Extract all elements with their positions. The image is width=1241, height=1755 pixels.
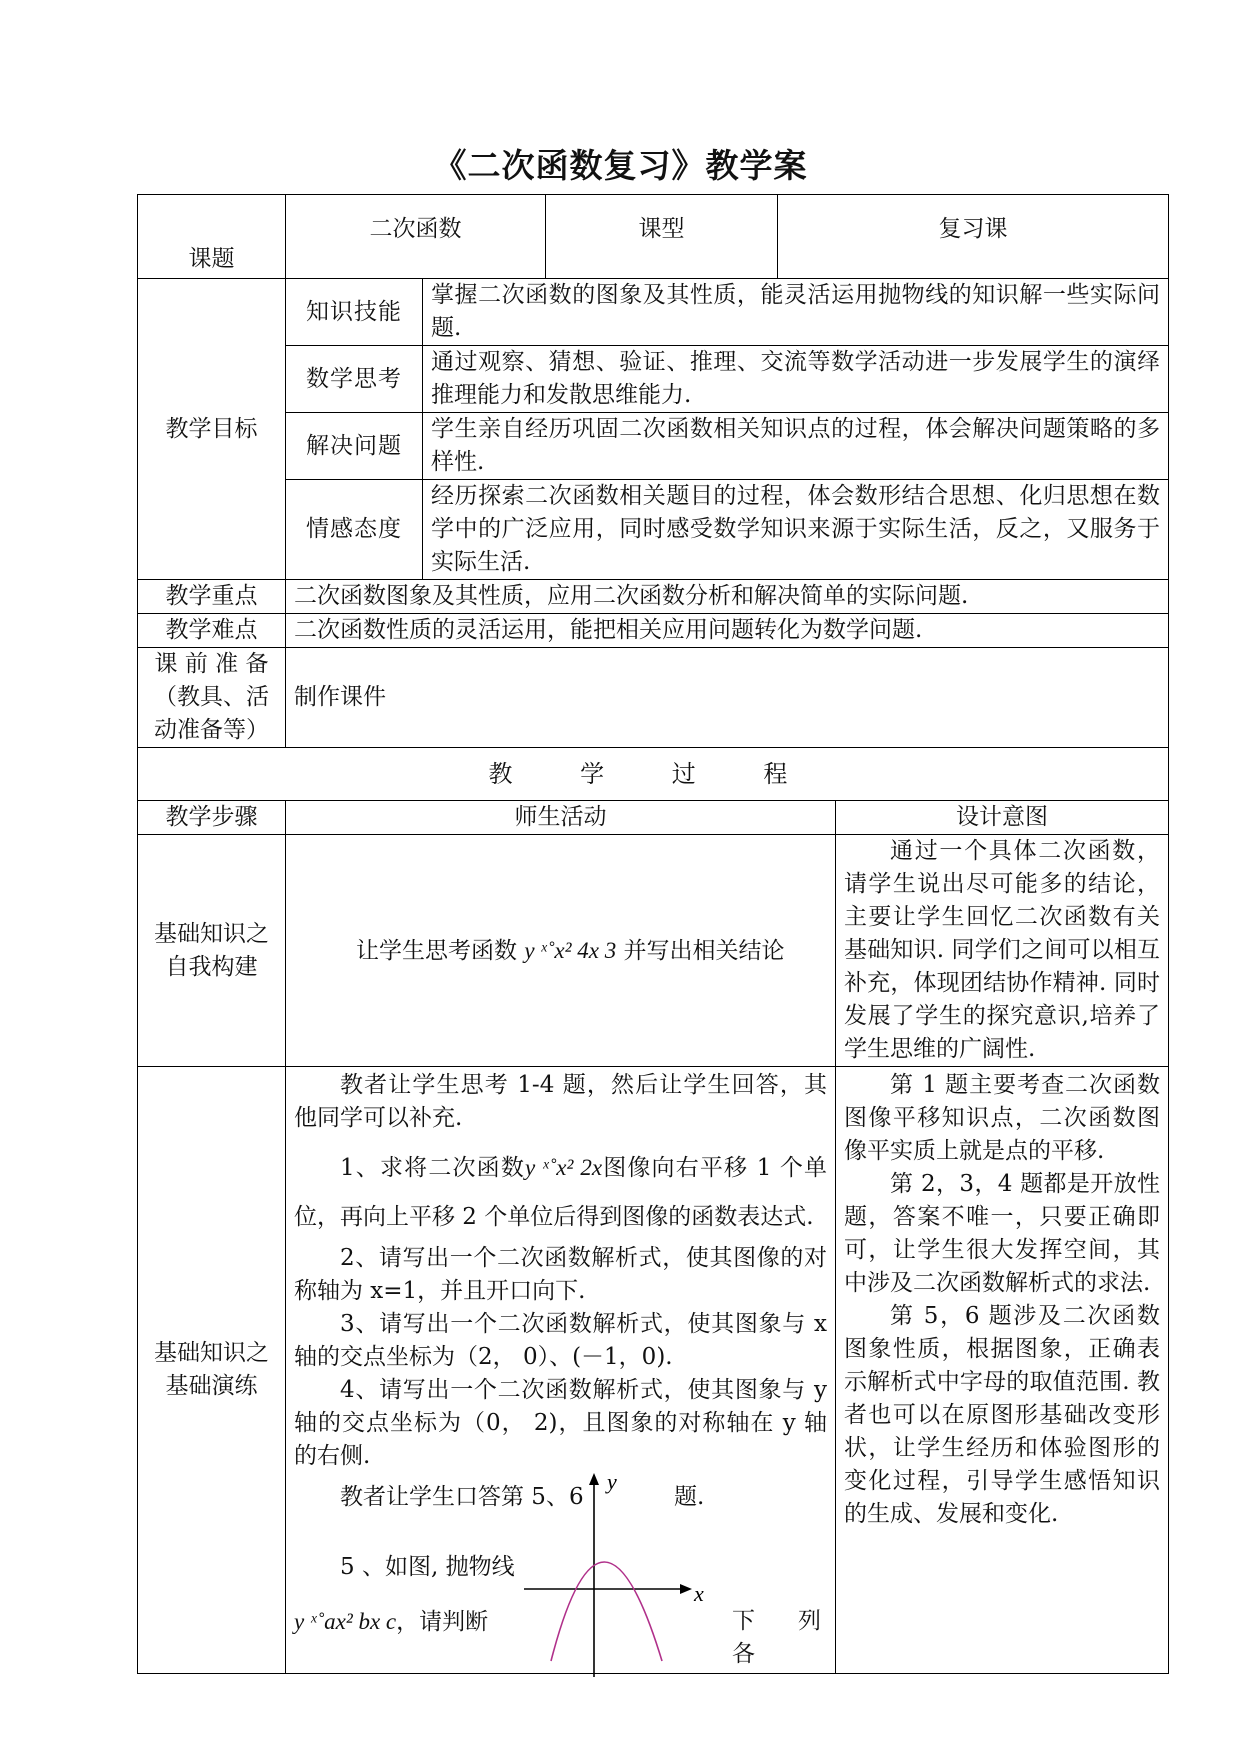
goal-row xyxy=(138,346,1169,413)
exercise-q4: 4、请写出一个二次函数解析式，使其图象与 y 轴的交点坐标为（0， 2)，且图象的对称轴在 y 轴的右侧. xyxy=(294,1377,827,1469)
goal-text: 通过观察、猜想、验证、推理、交流等数学活动进一步发展学生的演绎推理能力和发散思维能力. xyxy=(423,346,1169,413)
lesson-plan-table xyxy=(137,194,1168,1674)
process-title-row xyxy=(138,748,1169,801)
q5-prefix: 5 、如图, 抛物线 xyxy=(340,1554,515,1580)
goal-row xyxy=(138,279,1169,346)
exercise-q2: 2、请写出一个二次函数解析式，使其图像的对称轴为 x=1，并且开口向下. xyxy=(294,1245,827,1304)
difficulty-text: 二次函数性质的灵活运用，能把相关应用问题转化为数学问题. xyxy=(286,614,1169,648)
goal-name: 数学思考 xyxy=(286,346,423,413)
prep-label-line: 动准备等） xyxy=(154,717,269,743)
difficulty-row xyxy=(138,614,1169,648)
q5-line xyxy=(294,1605,488,1639)
q5-formula: y ˣ˚ax² bx c xyxy=(294,1609,397,1634)
header-row xyxy=(138,195,1169,279)
step-name-line: 基础知识之 xyxy=(154,1340,269,1366)
intent-paragraph: 第 5，6 题涉及二次函数图象性质，根据图象，正确表示解析式中字母的取值范围. 教者也可以在原图形基础改变形状，让学生经历和体验图形的变化过程，引导学生感悟知识的生成、发展和变化. xyxy=(844,1303,1160,1527)
goal-text: 经历探索二次函数相关题目的过程，体会数形结合思想、化归思想在数学中的广泛应用，同时感受数学知识来源于实际生活，反之，又服务于实际生活. xyxy=(423,480,1169,580)
step-row xyxy=(138,1067,1169,1674)
type-label: 课型 xyxy=(546,195,778,279)
goal-name: 解决问题 xyxy=(286,413,423,480)
step-name-line: 基础知识之 xyxy=(154,920,269,947)
type-value: 复习课 xyxy=(778,195,1169,279)
y-axis-arrow xyxy=(589,1473,599,1485)
x-axis-arrow xyxy=(680,1584,692,1594)
prep-label-line: （教具、活 xyxy=(154,684,269,710)
x-axis-label: x xyxy=(694,1581,704,1606)
step-row xyxy=(138,835,1169,1067)
exercise-q1 xyxy=(294,1143,827,1242)
step-name xyxy=(138,835,286,1067)
goal-row xyxy=(138,413,1169,480)
activity-text: 让学生思考函数 xyxy=(356,937,517,964)
goal-text: 学生亲自经历巩固二次函数相关知识点的过程，体会解决问题策略的多样性. xyxy=(423,413,1169,480)
intent-paragraph: 第 2，3，4 题都是开放性题，答案不唯一，只要正确即可，让学生很大发挥空间，其中涉及二次函数解析式的求法. xyxy=(844,1171,1160,1296)
q5-tail: 下 列 各 xyxy=(732,1608,827,1667)
process-title: 教 学 过 程 xyxy=(138,748,1169,801)
step-activity xyxy=(286,1067,836,1674)
step-activity xyxy=(286,835,836,1067)
goal-text: 掌握二次函数的图象及其性质，能灵活运用抛物线的知识解一些实际问题. xyxy=(423,279,1169,346)
step-name-line: 基础演练 xyxy=(165,1373,258,1399)
col-activity: 师生活动 xyxy=(286,801,836,835)
key-point-label: 教学重点 xyxy=(138,580,286,614)
oral-line: 教者让学生口答第 5、6 xyxy=(340,1484,584,1510)
q5-block xyxy=(294,1473,827,1673)
q1-text: 图像向右平移 1 个单位，再向上平移 2 个单位后得到图像的函数表达式. xyxy=(294,1155,827,1230)
q1-formula: y ˣ˚x² 2x xyxy=(525,1155,603,1180)
prep-text: 制作课件 xyxy=(286,648,1169,748)
process-header-row xyxy=(138,801,1169,835)
q1-text: 1、求将二次函数 xyxy=(340,1155,526,1181)
col-intent: 设计意图 xyxy=(836,801,1169,835)
step-intent xyxy=(836,1067,1169,1674)
activity-text: 并写出相关结论 xyxy=(623,937,785,964)
q5-text: ，请判断 xyxy=(396,1609,489,1635)
prep-label xyxy=(138,648,286,748)
step-intent: 通过一个具体二次函数，请学生说出尽可能多的结论，主要让学生回忆二次函数有关基础知识. 同学们之间可以相互补充，体现团结协作精神. 同时发展了学生的探究意识,培养了学生思维的广阔性. xyxy=(836,835,1169,1067)
oral-end: 题. xyxy=(674,1484,705,1510)
difficulty-label: 教学难点 xyxy=(138,614,286,648)
key-point-text: 二次函数图象及其性质，应用二次函数分析和解决简单的实际问题. xyxy=(286,580,1169,614)
prep-label-line: 课 前 准 备 xyxy=(154,651,269,677)
goals-label: 教学目标 xyxy=(138,279,286,580)
topic-value: 二次函数 xyxy=(286,195,546,279)
prep-row xyxy=(138,648,1169,748)
goal-row xyxy=(138,480,1169,580)
function-formula: y ˣ˚x² 4x 3 xyxy=(524,937,617,963)
parabola-graph xyxy=(524,1471,724,1679)
goal-name: 情感态度 xyxy=(286,480,423,580)
y-axis-label: y xyxy=(607,1471,617,1494)
exercise-q3: 3、请写出一个二次函数解析式，使其图象与 x 轴的交点坐标为（2， 0）、(－1，0). xyxy=(294,1311,827,1370)
goal-name: 知识技能 xyxy=(286,279,423,346)
topic-label: 课题 xyxy=(138,195,286,279)
parabola-curve xyxy=(551,1562,662,1661)
page-title: 《二次函数复习》教学案 xyxy=(433,146,808,185)
col-step: 教学步骤 xyxy=(138,801,286,835)
step-name-line: 自我构建 xyxy=(165,953,258,980)
key-point-row xyxy=(138,580,1169,614)
step-name xyxy=(138,1067,286,1674)
exercise-intro: 教者让学生思考 1-4 题，然后让学生回答，其他同学可以补充. xyxy=(294,1072,827,1131)
intent-paragraph: 第 1 题主要考查二次函数图像平移知识点，二次函数图像平实质上就是点的平移. xyxy=(844,1072,1160,1164)
